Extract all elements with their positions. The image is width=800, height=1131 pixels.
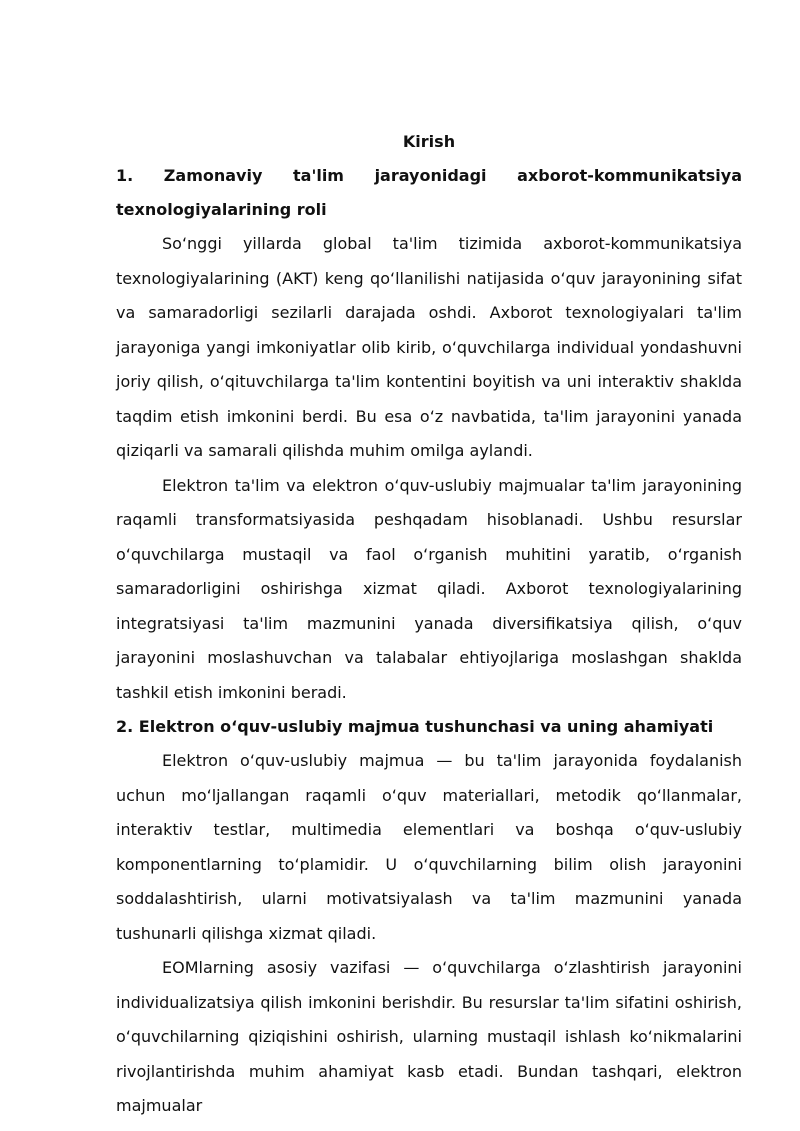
section-2-heading: 2. Elektron o‘quv-uslubiy majmua tushunchasi va uning ahamiyati: [116, 717, 714, 736]
section-1-paragraph-2: Elektron ta'lim va elektron o‘quv-uslubiy majmualar ta'lim jarayonining raqamli transformatsiyasida peshqadam hisoblanadi. Ushbu resurslar o‘quvchilarga mustaqil va faol o‘rganish muhitini yaratib, o‘rganish samaradorligini oshirishga xizmat qiladi. Axborot texnologiyalarining integratsiyasi ta'lim mazmunini yanada diversifikatsiya qilish, o‘quv jarayonini moslashuvchan va talabalar ehtiyojlariga moslashgan shaklda tashkil etish imkonini beradi.: [116, 475, 742, 702]
section-1-heading: 1. Zamonaviy ta'lim jarayonidagi axborot-kommunikatsiya texnologiyalarining roli: [116, 166, 742, 219]
section-2-paragraph-1: Elektron o‘quv-uslubiy majmua — bu ta'lim jarayonida foydalanish uchun mo‘ljallangan raqamli o‘quv materiallari, metodik qo‘llanmalar, interaktiv testlar, multimedia elementlari va boshqa o‘quv-uslubiy komponentlarning to‘plamidir. U o‘quvchilarning bilim olish jarayonini soddalashtirish, ularni motivatsiyalash va ta'lim mazmunini yanada tushunarli qilishga xizmat qiladi.: [116, 751, 742, 943]
document-page: [116, 125, 742, 1124]
page-title: Kirish: [402, 132, 456, 151]
section-1-paragraph-1: So‘nggi yillarda global ta'lim tizimida axborot-kommunikatsiya texnologiyalarining (AKT) keng qo‘llanilishi natijasida o‘quv jarayonining sifat va samaradorligi sezilarli darajada oshdi. Axborot texnologiyalari ta'lim jarayoniga yangi imkoniyatlar olib kirib, o‘quvchilarga individual yondashuvni joriy qilish, o‘qituvchilarga ta'lim kontentini boyitish va uni interaktiv shaklda taqdim etish imkonini berdi. Bu esa o‘z navbatida, ta'lim jarayonini yanada qiziqarli va samarali qilishda muhim omilga aylandi.: [116, 234, 742, 460]
section-2-paragraph-2: EOMlarning asosiy vazifasi — o‘quvchilarga o‘zlashtirish jarayonini individualizatsiya qilish imkonini berishdir. Bu resurslar ta'lim sifatini oshirish, o‘quvchilarning qiziqishini oshirish, ularning mustaqil ishlash ko‘nikmalarini rivojlantirishda muhim ahamiyat kasb etadi. Bundan tashqari, elektron majmualar: [116, 958, 742, 1115]
